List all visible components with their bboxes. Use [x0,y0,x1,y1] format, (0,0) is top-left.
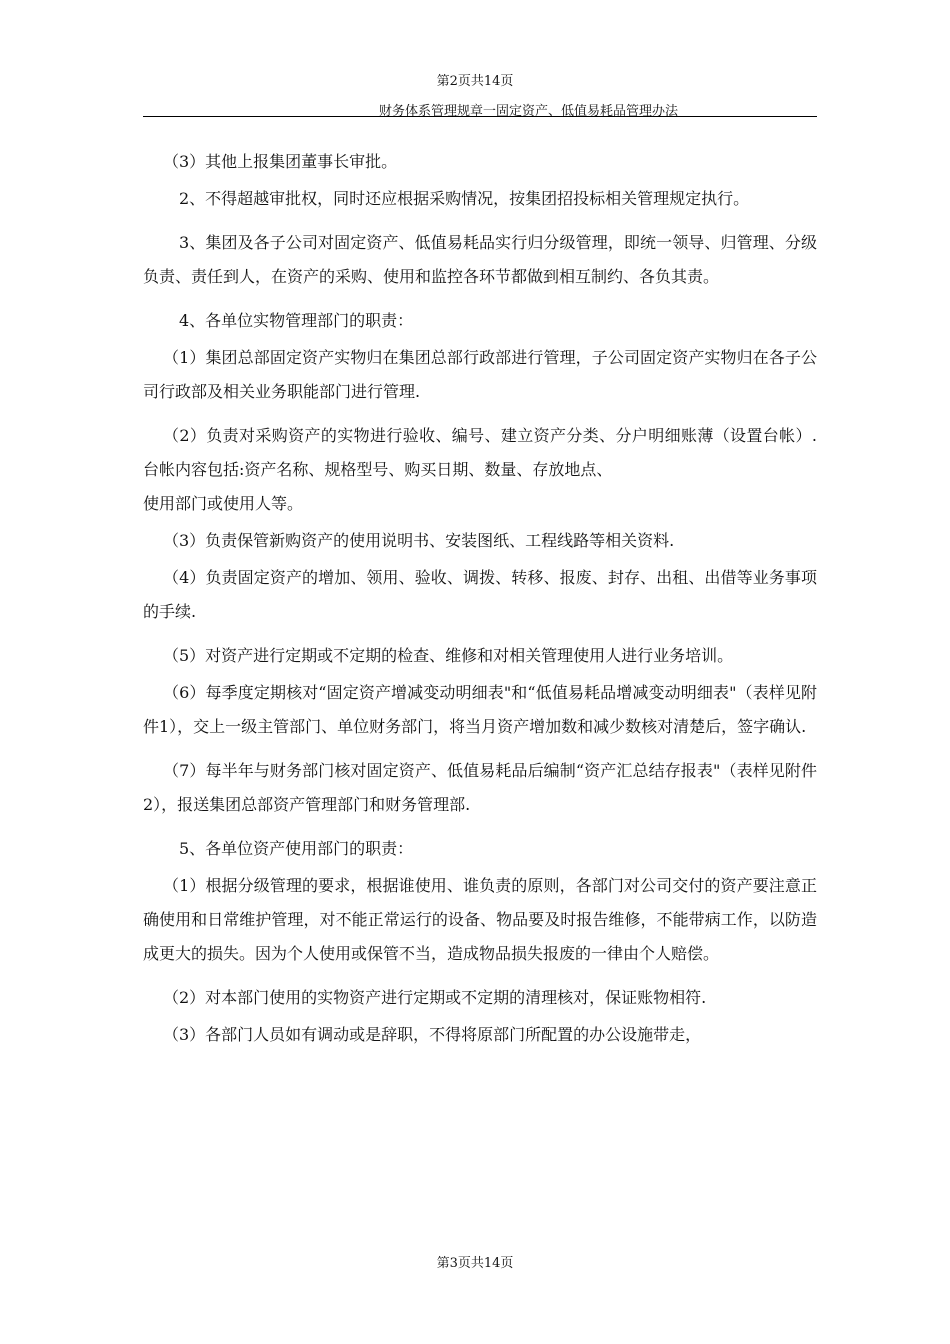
paragraph: 使用部门或使用人等。 [143,494,304,513]
paragraph: （4）负责固定资产的增加、领用、验收、调拨、转移、报废、封存、出租、出借等业务事项的手续. [143,568,817,621]
paragraph: （7）每半年与财务部门核对固定资产、低值易耗品后编制“资产汇总结存报表"（表样见附件2），报送集团总部资产管理部门和财务管理部. [143,761,817,814]
running-header [143,99,817,117]
paragraph: 2、不得超越审批权，同时还应根据采购情况，按集团招投标相关管理规定执行。 [179,189,750,208]
paragraph: （3）各部门人员如有调动或是辞职，不得将原部门所配置的办公设施带走， [163,1025,702,1044]
running-header-title: 财务体系管理规章一固定资产、低值易耗品管理办法 [379,104,679,119]
document-body [143,145,817,1055]
paragraph: （6）每季度定期核对“固定资产增减变动明细表"和“低值易耗品增减变动明细表"（表样见附件1），交上一级主管部门、单位财务部门，将当月资产增加数和减少数核对清楚后，签字确认. [143,683,817,736]
paragraph: （3）负责保管新购资产的使用说明书、安装图纸、工程线路等相关资料. [163,531,675,550]
paragraph: （2）负责对采购资产的实物进行验收、编号、建立资产分类、分户明细账薄（设置台帐）.台帐内容包括:资产名称、规格型号、购买日期、数量、存放地点、 [143,426,817,479]
paragraph: 4、各单位实物管理部门的职责： [179,311,414,330]
paragraph: （1）根据分级管理的要求，根据谁使用、谁负责的原则，各部门对公司交付的资产要注意正确使用和日常维护管理，对不能正常运行的设备、物品要及时报告维修，不能带病工作，以防造成更大的损失。因为个人使用或保管不当，造成物品损失报废的一律由个人赔偿。 [143,876,817,963]
paragraph: （3）其他上报集团董事长审批。 [163,152,398,171]
paragraph: 5、各单位资产使用部门的职责： [179,839,414,858]
page-number: 第3页共14页 [436,1256,514,1271]
previous-page-number: 第2页共14页 [436,74,514,89]
paragraph: （5）对资产进行定期或不定期的检查、维修和对相关管理使用人进行业务培训。 [163,646,734,665]
paragraph: （1）集团总部固定资产实物归在集团总部行政部进行管理，子公司固定资产实物归在各子公司行政部及相关业务职能部门进行管理. [143,348,817,401]
paragraph: （2）对本部门使用的实物资产进行定期或不定期的清理核对，保证账物相符. [163,988,707,1007]
paragraph: 3、集团及各子公司对固定资产、低值易耗品实行归分级管理，即统一领导、归管理、分级负责、责任到人，在资产的采购、使用和监控各环节都做到相互制约、各负其责。 [143,233,817,286]
